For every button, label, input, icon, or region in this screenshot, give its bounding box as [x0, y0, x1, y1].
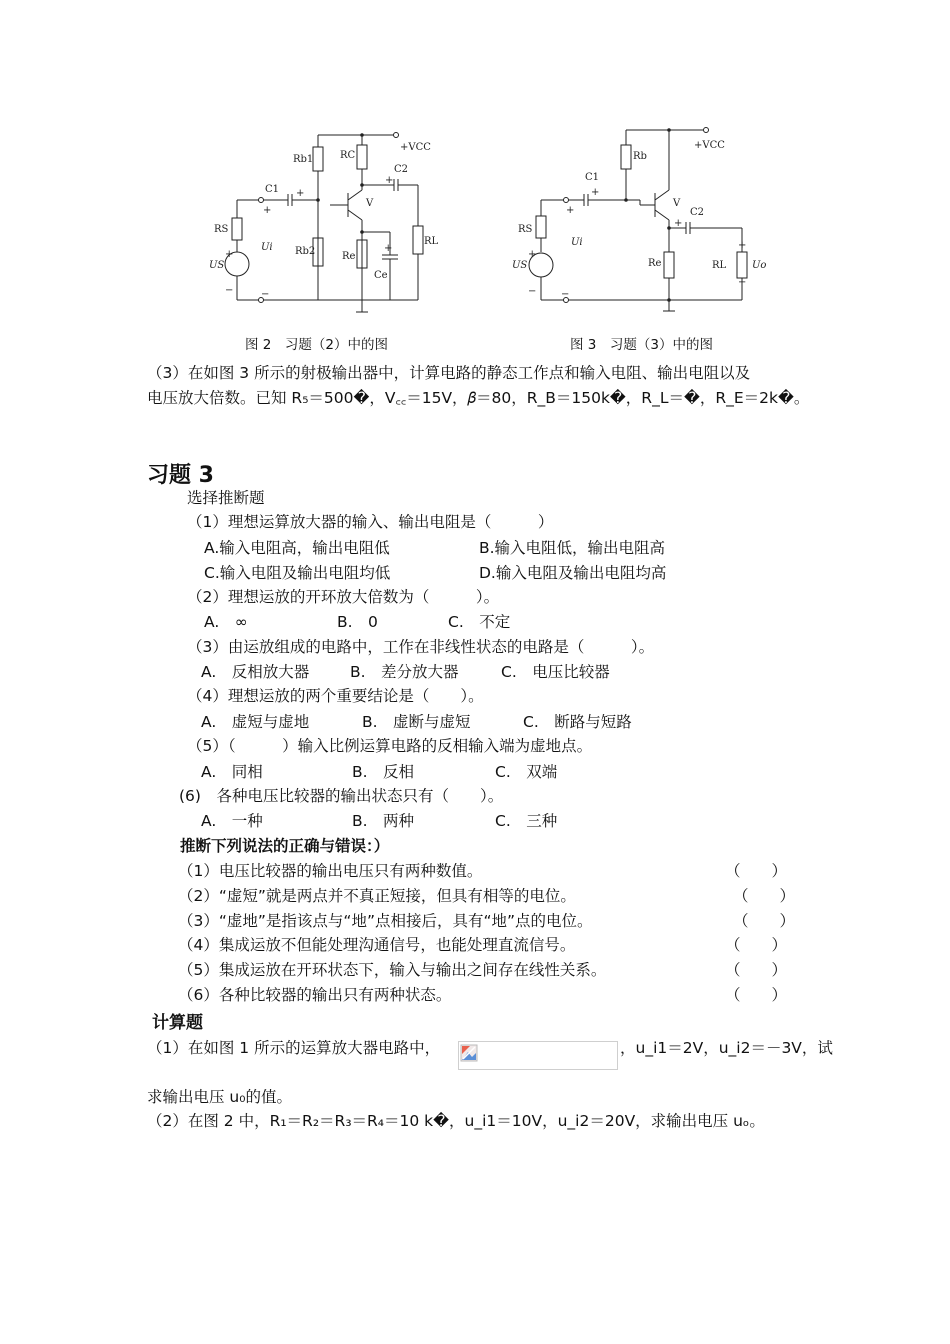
choice-q6-opt-c: C. 三种: [495, 812, 558, 830]
svg-text:+: +: [566, 205, 575, 216]
choice-q1: （1）理想运算放大器的输入、输出电阻是（ ）: [187, 513, 554, 531]
label-c2-3: C2: [690, 207, 705, 218]
label-rs-3: RS: [518, 224, 533, 235]
choice-q1-opt-b: B.输入电阻低，输出电阻高: [479, 539, 666, 557]
tf-q5: （5）集成运放在开环状态下，输入与输出之间存在线性关系。: [178, 961, 607, 979]
label-ui-3: Ui: [571, 237, 583, 248]
choice-q4-opt-a: A. 虚短与虚地: [201, 713, 310, 731]
tf-q3-blank[interactable]: （ ）: [733, 912, 796, 930]
figure-3-caption: 图 3 习题（3）中的图: [570, 337, 713, 353]
calc-q1-part-c: 求输出电压 u₀的值。: [147, 1088, 292, 1106]
choice-q2-opt-a: A. ∞: [204, 613, 248, 631]
label-us: US: [209, 260, 225, 271]
label-rc: RC: [340, 150, 356, 161]
svg-text:−: −: [738, 277, 747, 288]
calc-q2: （2）在图 2 中，R₁＝R₂＝R₃＝R₄＝10 k�，u_i1＝10V，u_i2＝20V，求输出电压 uₒ。: [147, 1112, 765, 1130]
broken-image-icon: [460, 1044, 478, 1062]
label-vcc: +VCC: [400, 142, 431, 153]
svg-text:+: +: [263, 205, 272, 216]
label-c2: C2: [394, 164, 409, 175]
figure-2-circuit: [200, 125, 440, 325]
label-ce: Ce: [374, 270, 388, 281]
svg-text:+: +: [385, 175, 394, 186]
label-rb1: Rb1: [293, 154, 314, 165]
calc-q1-part-b: ，u_i1＝2V，u_i2＝－3V，试: [620, 1039, 833, 1057]
choice-q6: (6) 各种电压比较器的输出状态只有（ ）。: [179, 787, 504, 805]
tf-q2-blank[interactable]: （ ）: [733, 887, 796, 905]
svg-text:+: +: [738, 240, 747, 251]
svg-text:+: +: [591, 187, 600, 198]
choice-heading: 选择推断题: [187, 489, 265, 507]
label-v: V: [366, 198, 374, 209]
label-vcc-3: +VCC: [694, 140, 725, 151]
choice-q1-opt-a: A.输入电阻高，输出电阻低: [204, 539, 390, 557]
tf-q4: （4）集成运放不但能处理沟通信号，也能处理直流信号。: [178, 936, 576, 954]
choice-q3: （3）由运放组成的电路中，工作在非线性状态的电路是（ ）。: [187, 638, 655, 656]
tf-q6: （6）各种比较器的输出只有两种状态。: [178, 986, 452, 1004]
choice-q5: （5）（ ）输入比例运算电路的反相输入端为虚地点。: [187, 737, 593, 755]
label-rb: Rb: [633, 151, 647, 162]
section-title: 习题 3: [147, 463, 214, 488]
label-re: Re: [342, 251, 356, 262]
tf-heading: 推断下列说法的正确与错误：）: [180, 837, 390, 855]
figure-3-circuit: [505, 120, 765, 320]
choice-q3-opt-b: B. 差分放大器: [350, 663, 459, 681]
label-uo: Uo: [752, 260, 767, 271]
svg-text:+: +: [225, 249, 234, 260]
svg-text:−: −: [261, 289, 270, 300]
broken-formula-image: [458, 1041, 618, 1070]
svg-text:+: +: [384, 243, 393, 254]
choice-q4-opt-b: B. 虚断与虚短: [362, 713, 471, 731]
label-rs: RS: [214, 224, 229, 235]
choice-q1-opt-d: D.输入电阻及输出电阻均高: [479, 564, 667, 582]
svg-text:+: +: [674, 218, 683, 229]
svg-text:−: −: [561, 289, 570, 300]
choice-q5-opt-a: A. 同相: [201, 763, 263, 781]
svg-text:+: +: [528, 249, 537, 260]
label-c1-3: C1: [585, 172, 600, 183]
label-rb2: Rb2: [295, 246, 316, 257]
label-re-3: Re: [648, 258, 662, 269]
problem-3-line1: （3）在如图 3 所示的射极输出器中，计算电路的静态工作点和输入电阻、输出电阻以及: [147, 364, 751, 382]
tf-q1-blank[interactable]: （ ）: [725, 862, 788, 880]
choice-q4: （4）理想运放的两个重要结论是（ ）。: [187, 687, 484, 705]
choice-q6-opt-b: B. 两种: [352, 812, 415, 830]
svg-text:−: −: [528, 286, 537, 297]
label-rl-3: RL: [712, 260, 727, 271]
choice-q2-opt-c: C. 不定: [448, 613, 511, 631]
choice-q3-opt-a: A. 反相放大器: [201, 663, 310, 681]
choice-q1-opt-c: C.输入电阻及输出电阻均低: [204, 564, 391, 582]
label-us-3: US: [512, 260, 528, 271]
tf-q1: （1）电压比较器的输出电压只有两种数值。: [178, 862, 483, 880]
calc-heading: 计算题: [152, 1013, 203, 1033]
tf-q6-blank[interactable]: （ ）: [725, 986, 788, 1004]
choice-q2-opt-b: B. 0: [337, 613, 378, 631]
label-v-3: V: [673, 198, 681, 209]
choice-q3-opt-c: C. 电压比较器: [501, 663, 610, 681]
tf-q2: （2）“虚短”就是两点并不真正短接，但具有相等的电位。: [178, 887, 576, 905]
tf-q5-blank[interactable]: （ ）: [725, 961, 788, 979]
tf-q3: （3）“虚地”是指该点与“地”点相接后，具有“地”点的电位。: [178, 912, 593, 930]
choice-q2: （2）理想运放的开环放大倍数为（ ）。: [187, 588, 500, 606]
calc-q1-part-a: （1）在如图 1 所示的运算放大器电路中，: [147, 1039, 441, 1057]
choice-q5-opt-c: C. 双端: [495, 763, 558, 781]
svg-text:+: +: [296, 188, 305, 199]
label-c1: C1: [265, 184, 280, 195]
label-ui: Ui: [261, 242, 273, 253]
choice-q5-opt-b: B. 反相: [352, 763, 415, 781]
tf-q4-blank[interactable]: （ ）: [725, 936, 788, 954]
label-rl: RL: [424, 236, 439, 247]
problem-3-line2: 电压放大倍数。已知 R₅＝500�，V꜀꜀＝15V，𝛽＝80，R_B＝150k�，R_L＝�，R_E＝2k�。: [147, 389, 810, 407]
svg-text:−: −: [225, 285, 234, 296]
figure-2-caption: 图 2 习题（2）中的图: [245, 337, 388, 353]
choice-q6-opt-a: A. 一种: [201, 812, 263, 830]
choice-q4-opt-c: C. 断路与短路: [523, 713, 632, 731]
